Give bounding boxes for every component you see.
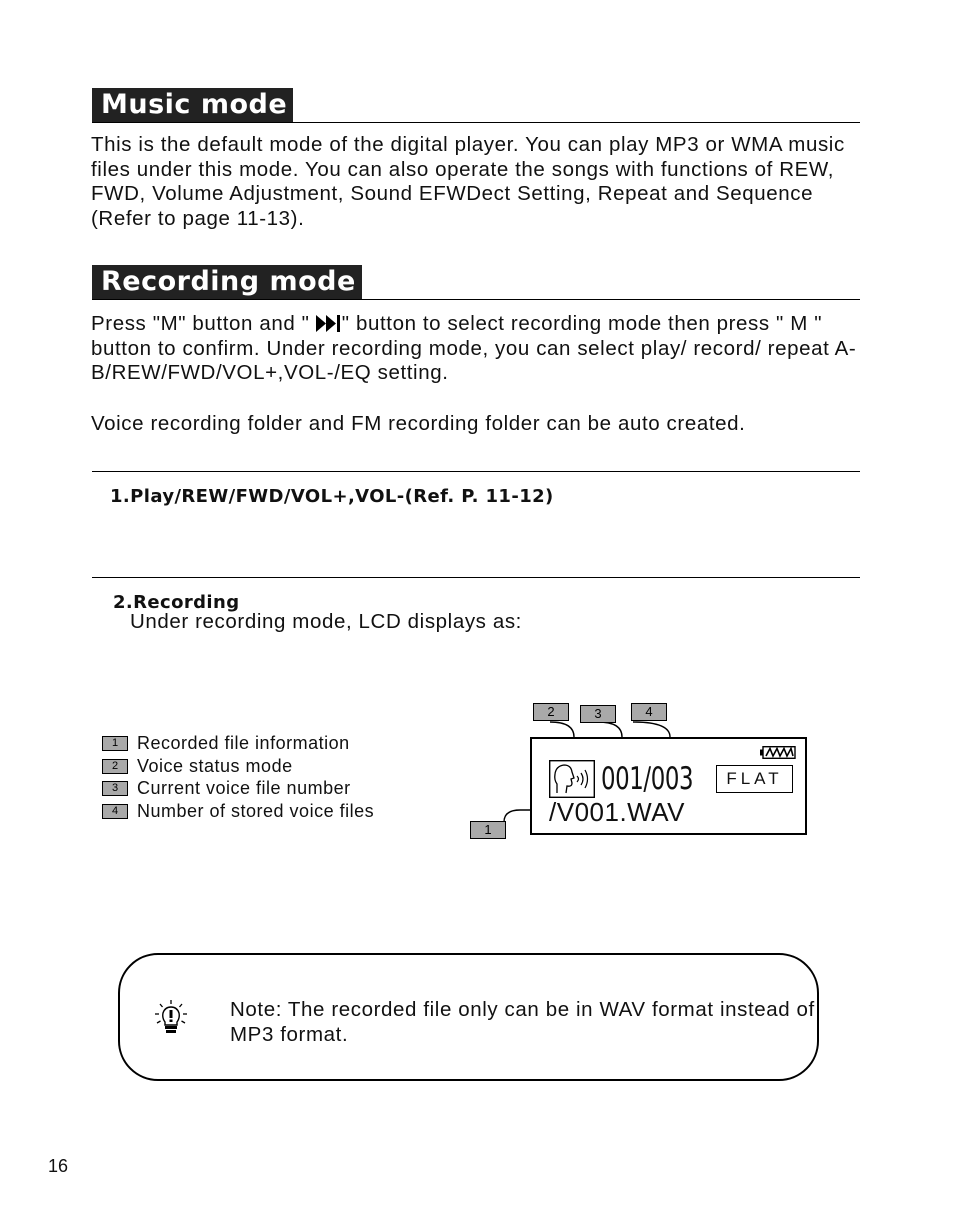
section-divider-1 <box>92 471 860 472</box>
callout-3: 3 <box>580 705 616 723</box>
recording-mode-description <box>91 312 871 386</box>
legend-label: Current voice file number <box>137 778 351 798</box>
page-number: 16 <box>48 1156 69 1176</box>
legend-number-badge: 2 <box>102 759 128 774</box>
legend-label: Voice status mode <box>137 755 293 776</box>
section2-intro: Under recording mode, LCD displays as: <box>130 610 522 633</box>
legend-number-badge: 1 <box>102 736 128 751</box>
section2-title: 2.Recording <box>113 592 240 613</box>
recording-mode-heading-bar <box>92 265 860 300</box>
lcd-display <box>530 737 807 835</box>
recording-mode-heading: Recording mode <box>92 265 362 299</box>
callout-4: 4 <box>631 703 667 721</box>
legend-number-badge: 3 <box>102 781 128 796</box>
section-divider-2 <box>92 577 860 578</box>
music-mode-heading-bar <box>92 88 860 123</box>
music-mode-heading: Music mode <box>92 88 293 122</box>
callout-2: 2 <box>533 703 569 721</box>
lightbulb-icon <box>153 999 189 1035</box>
legend-label: Recorded file information <box>137 733 350 753</box>
next-track-icon <box>316 315 342 332</box>
recording-mode-text-start: Press "M" button and " <box>91 312 316 335</box>
lcd-file-counter: 001/003 <box>601 761 694 797</box>
battery-full-icon <box>760 746 796 759</box>
legend-label: Number of stored voice files <box>137 800 375 821</box>
legend-number-badge: 4 <box>102 804 128 819</box>
voice-speaking-icon <box>549 760 595 798</box>
auto-folder-note: Voice recording folder and FM recording folder can be auto created. <box>91 412 746 435</box>
lcd-eq-mode: FLAT <box>716 765 793 793</box>
note-text: Note: The recorded file only can be in WAV format instead of MP3 format. <box>230 998 815 1046</box>
recording-mode-text-end: " button to select recording mode then press " M " button to confirm. Under recording mode, you can select play/ record/ repeat A-B/REW/FWD/VOL+,VOL-/EQ setting. <box>91 312 857 384</box>
lcd-file-name: /V001.WAV <box>549 797 685 827</box>
note-box <box>118 953 819 1081</box>
music-mode-description: This is the default mode of the digital player. You can play MP3 or WMA music files under this mode. You can also operate the songs with functions of REW, FWD, Volume Adjustment, Sound EFWDect Setting, Repeat and Sequence (Refer to page 11-13). <box>91 133 845 230</box>
callout-1: 1 <box>470 821 506 839</box>
section1-title: 1.Play/REW/FWD/VOL+,VOL-(Ref. P. 11-12) <box>110 486 554 507</box>
